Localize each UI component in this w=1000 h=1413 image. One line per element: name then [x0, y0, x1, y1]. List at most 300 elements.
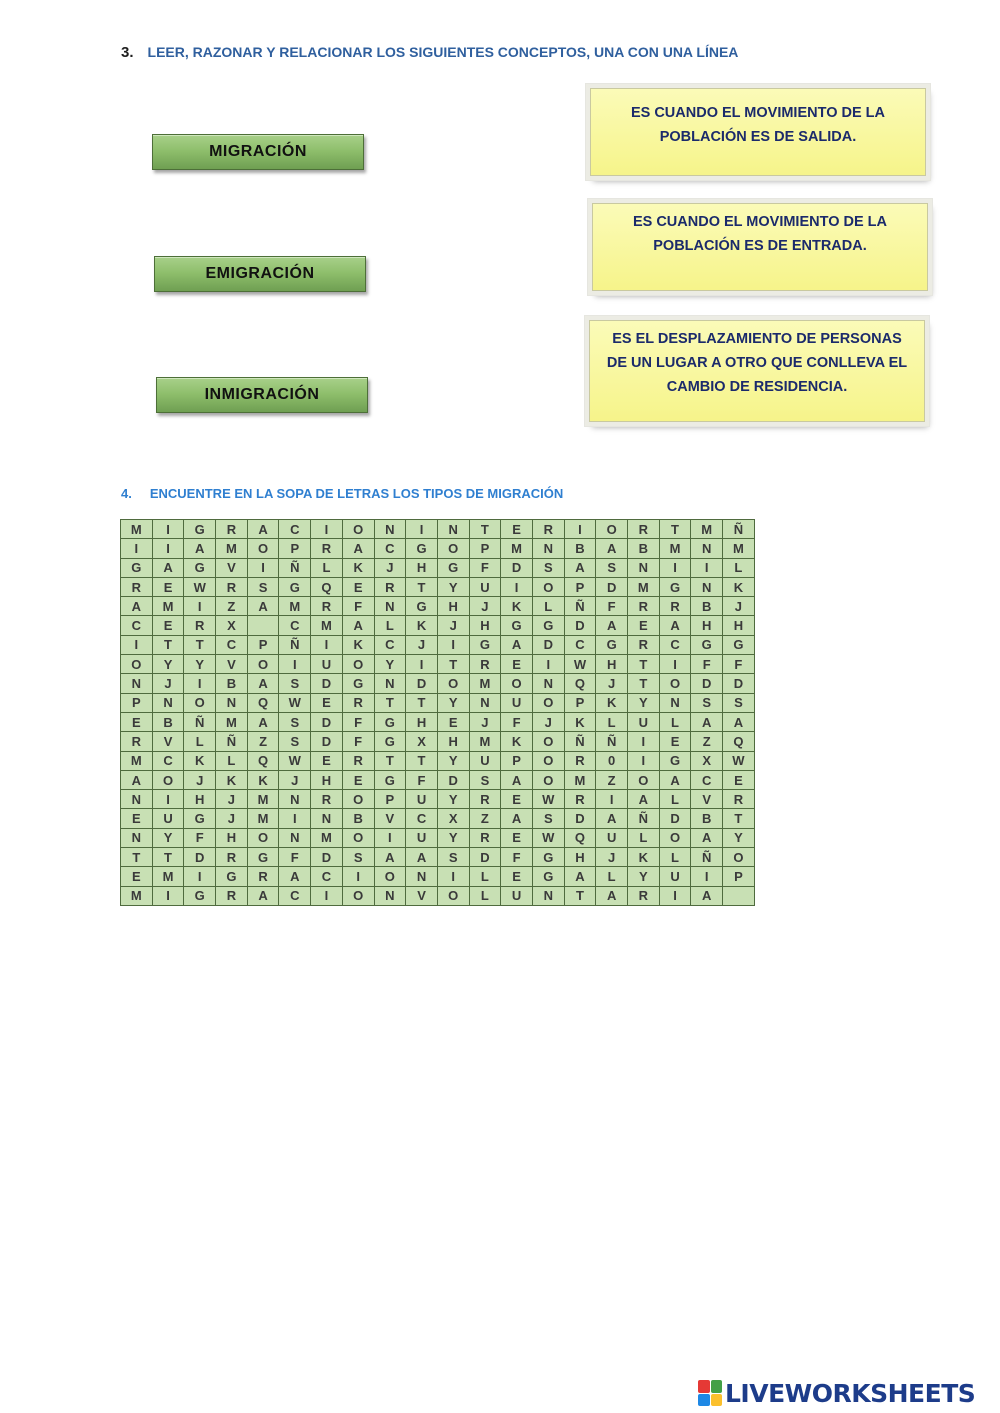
grid-cell[interactable]: A — [501, 635, 533, 654]
grid-cell[interactable]: J — [723, 597, 755, 616]
grid-cell[interactable]: I — [184, 867, 216, 886]
grid-cell[interactable]: J — [216, 809, 248, 828]
grid-cell[interactable]: U — [152, 809, 184, 828]
grid-cell[interactable]: Ñ — [184, 712, 216, 731]
grid-cell[interactable]: M — [152, 597, 184, 616]
grid-cell[interactable]: S — [691, 693, 723, 712]
grid-cell[interactable]: J — [532, 712, 564, 731]
grid-cell[interactable]: A — [342, 539, 374, 558]
grid-cell[interactable]: C — [374, 635, 406, 654]
grid-cell[interactable]: L — [184, 732, 216, 751]
grid-cell[interactable]: A — [374, 848, 406, 867]
grid-cell[interactable]: M — [469, 674, 501, 693]
grid-cell[interactable]: B — [691, 809, 723, 828]
grid-cell[interactable]: F — [469, 558, 501, 577]
grid-cell[interactable]: M — [311, 828, 343, 847]
grid-cell[interactable]: A — [564, 558, 596, 577]
grid-cell[interactable]: G — [659, 577, 691, 596]
grid-cell[interactable]: T — [406, 693, 438, 712]
grid-cell[interactable]: Q — [564, 828, 596, 847]
grid-cell[interactable]: D — [501, 558, 533, 577]
grid-cell[interactable]: N — [374, 674, 406, 693]
grid-cell[interactable]: M — [628, 577, 660, 596]
grid-cell[interactable]: C — [216, 635, 248, 654]
grid-cell[interactable]: W — [279, 693, 311, 712]
grid-cell[interactable]: C — [279, 616, 311, 635]
grid-cell[interactable]: E — [437, 712, 469, 731]
grid-cell[interactable]: T — [152, 848, 184, 867]
grid-cell[interactable]: S — [596, 558, 628, 577]
grid-cell[interactable]: A — [596, 616, 628, 635]
grid-cell[interactable]: I — [311, 886, 343, 905]
grid-cell[interactable]: G — [596, 635, 628, 654]
grid-cell[interactable]: A — [279, 867, 311, 886]
grid-cell[interactable]: K — [247, 770, 279, 789]
grid-cell[interactable]: I — [279, 655, 311, 674]
grid-cell[interactable]: L — [216, 751, 248, 770]
grid-cell[interactable]: I — [437, 867, 469, 886]
grid-cell[interactable]: A — [247, 886, 279, 905]
grid-cell[interactable]: G — [691, 635, 723, 654]
grid-cell[interactable]: O — [659, 674, 691, 693]
grid-cell[interactable]: Z — [469, 809, 501, 828]
grid-cell[interactable]: F — [596, 597, 628, 616]
grid-cell[interactable]: O — [532, 732, 564, 751]
grid-cell[interactable]: R — [121, 732, 153, 751]
grid-cell[interactable]: D — [406, 674, 438, 693]
grid-cell[interactable]: U — [469, 577, 501, 596]
grid-cell[interactable]: O — [152, 770, 184, 789]
grid-cell[interactable]: L — [374, 616, 406, 635]
grid-cell[interactable]: M — [247, 809, 279, 828]
grid-cell[interactable]: O — [532, 693, 564, 712]
grid-cell[interactable]: S — [247, 577, 279, 596]
grid-cell[interactable] — [723, 886, 755, 905]
grid-cell[interactable]: J — [152, 674, 184, 693]
grid-cell[interactable]: R — [216, 577, 248, 596]
grid-cell[interactable]: T — [152, 635, 184, 654]
grid-cell[interactable]: T — [564, 886, 596, 905]
grid-cell[interactable]: N — [121, 828, 153, 847]
grid-cell[interactable]: M — [311, 616, 343, 635]
definition-box-residencia[interactable] — [589, 320, 925, 422]
grid-cell[interactable]: K — [596, 693, 628, 712]
grid-cell[interactable]: G — [501, 616, 533, 635]
grid-cell[interactable]: G — [374, 770, 406, 789]
grid-cell[interactable]: N — [437, 520, 469, 539]
grid-cell[interactable]: H — [311, 770, 343, 789]
grid-cell[interactable]: G — [184, 558, 216, 577]
definition-box-entrada[interactable] — [592, 203, 928, 291]
grid-cell[interactable]: G — [184, 886, 216, 905]
grid-cell[interactable]: Z — [247, 732, 279, 751]
grid-cell[interactable]: R — [564, 751, 596, 770]
grid-cell[interactable]: C — [279, 520, 311, 539]
grid-cell[interactable]: D — [564, 809, 596, 828]
grid-cell[interactable]: N — [532, 886, 564, 905]
grid-cell[interactable]: A — [691, 886, 723, 905]
grid-cell[interactable]: R — [628, 635, 660, 654]
grid-cell[interactable]: A — [406, 848, 438, 867]
grid-cell[interactable]: V — [216, 655, 248, 674]
grid-cell[interactable]: O — [501, 674, 533, 693]
grid-cell[interactable]: W — [532, 828, 564, 847]
grid-cell[interactable]: S — [342, 848, 374, 867]
grid-cell[interactable]: L — [659, 790, 691, 809]
grid-cell[interactable]: O — [532, 577, 564, 596]
grid-cell[interactable]: R — [342, 751, 374, 770]
grid-cell[interactable]: U — [406, 828, 438, 847]
grid-cell[interactable]: A — [659, 770, 691, 789]
grid-cell[interactable]: Y — [437, 790, 469, 809]
grid-cell[interactable]: G — [184, 809, 216, 828]
grid-cell[interactable]: I — [311, 635, 343, 654]
grid-cell[interactable]: L — [311, 558, 343, 577]
grid-cell[interactable]: P — [279, 539, 311, 558]
grid-cell[interactable]: A — [723, 712, 755, 731]
grid-cell[interactable]: L — [659, 712, 691, 731]
grid-cell[interactable]: N — [152, 693, 184, 712]
grid-cell[interactable]: A — [247, 712, 279, 731]
grid-cell[interactable]: S — [279, 712, 311, 731]
grid-cell[interactable]: B — [564, 539, 596, 558]
grid-cell[interactable]: D — [469, 848, 501, 867]
grid-cell[interactable]: J — [596, 674, 628, 693]
grid-cell[interactable]: A — [247, 674, 279, 693]
grid-cell[interactable]: I — [152, 539, 184, 558]
grid-cell[interactable]: F — [691, 655, 723, 674]
grid-cell[interactable]: E — [311, 693, 343, 712]
grid-cell[interactable]: F — [342, 712, 374, 731]
grid-cell[interactable]: M — [723, 539, 755, 558]
grid-cell[interactable]: R — [247, 867, 279, 886]
grid-cell[interactable]: R — [311, 790, 343, 809]
grid-cell[interactable]: A — [628, 790, 660, 809]
grid-cell[interactable]: J — [374, 558, 406, 577]
term-migracion[interactable] — [152, 134, 364, 170]
grid-cell[interactable]: U — [406, 790, 438, 809]
grid-cell[interactable]: E — [723, 770, 755, 789]
grid-cell[interactable]: M — [659, 539, 691, 558]
grid-cell[interactable]: X — [437, 809, 469, 828]
grid-cell[interactable]: M — [216, 712, 248, 731]
grid-cell[interactable]: I — [184, 674, 216, 693]
grid-cell[interactable]: I — [564, 520, 596, 539]
grid-cell[interactable]: C — [374, 539, 406, 558]
grid-cell[interactable]: V — [152, 732, 184, 751]
grid-cell[interactable]: T — [437, 655, 469, 674]
grid-cell[interactable]: R — [184, 616, 216, 635]
grid-cell[interactable]: L — [596, 867, 628, 886]
grid-cell[interactable]: O — [247, 828, 279, 847]
grid-cell[interactable]: A — [596, 809, 628, 828]
grid-cell[interactable]: Q — [723, 732, 755, 751]
grid-cell[interactable]: P — [564, 577, 596, 596]
grid-cell[interactable]: G — [374, 712, 406, 731]
grid-cell[interactable]: B — [628, 539, 660, 558]
grid-cell[interactable]: M — [121, 886, 153, 905]
grid-cell[interactable]: V — [406, 886, 438, 905]
grid-cell[interactable]: N — [374, 520, 406, 539]
grid-cell[interactable]: I — [691, 867, 723, 886]
grid-cell[interactable]: J — [469, 712, 501, 731]
grid-cell[interactable]: U — [469, 751, 501, 770]
grid-cell[interactable]: P — [501, 751, 533, 770]
grid-cell[interactable]: E — [501, 520, 533, 539]
grid-cell[interactable]: K — [628, 848, 660, 867]
grid-cell[interactable]: R — [628, 597, 660, 616]
grid-cell[interactable]: R — [374, 577, 406, 596]
grid-cell[interactable]: D — [311, 732, 343, 751]
grid-cell[interactable]: G — [374, 732, 406, 751]
grid-cell[interactable]: G — [469, 635, 501, 654]
grid-cell[interactable]: S — [279, 674, 311, 693]
grid-cell[interactable]: A — [596, 539, 628, 558]
grid-cell[interactable]: A — [691, 828, 723, 847]
grid-cell[interactable]: H — [691, 616, 723, 635]
grid-cell[interactable]: O — [723, 848, 755, 867]
grid-cell[interactable]: O — [437, 539, 469, 558]
grid-cell[interactable]: O — [184, 693, 216, 712]
grid-cell[interactable]: O — [374, 867, 406, 886]
grid-cell[interactable]: M — [121, 751, 153, 770]
grid-cell[interactable]: E — [501, 655, 533, 674]
grid-cell[interactable]: A — [501, 770, 533, 789]
grid-cell[interactable]: O — [342, 520, 374, 539]
grid-cell[interactable]: W — [184, 577, 216, 596]
grid-cell[interactable]: U — [501, 886, 533, 905]
grid-cell[interactable]: V — [216, 558, 248, 577]
grid-cell[interactable]: F — [279, 848, 311, 867]
grid-cell[interactable]: A — [121, 770, 153, 789]
grid-cell[interactable]: H — [406, 558, 438, 577]
grid-cell[interactable]: O — [532, 751, 564, 770]
grid-cell[interactable]: H — [184, 790, 216, 809]
grid-cell[interactable]: D — [311, 674, 343, 693]
grid-cell[interactable]: J — [279, 770, 311, 789]
grid-cell[interactable]: G — [437, 558, 469, 577]
grid-cell[interactable]: L — [532, 597, 564, 616]
grid-cell[interactable]: K — [564, 712, 596, 731]
grid-cell[interactable]: S — [532, 809, 564, 828]
grid-cell[interactable]: I — [659, 886, 691, 905]
grid-cell[interactable]: R — [723, 790, 755, 809]
grid-cell[interactable]: 0 — [596, 751, 628, 770]
grid-cell[interactable]: O — [121, 655, 153, 674]
grid-cell[interactable]: R — [216, 848, 248, 867]
grid-cell[interactable]: I — [374, 828, 406, 847]
grid-cell[interactable]: M — [152, 867, 184, 886]
grid-cell[interactable]: V — [374, 809, 406, 828]
grid-cell[interactable]: T — [184, 635, 216, 654]
grid-cell[interactable]: E — [501, 828, 533, 847]
grid-cell[interactable]: O — [437, 886, 469, 905]
grid-cell[interactable]: G — [121, 558, 153, 577]
grid-cell[interactable]: S — [723, 693, 755, 712]
grid-cell[interactable]: D — [532, 635, 564, 654]
grid-cell[interactable]: R — [532, 520, 564, 539]
grid-cell[interactable]: A — [659, 616, 691, 635]
grid-cell[interactable]: L — [596, 712, 628, 731]
grid-cell[interactable]: G — [406, 539, 438, 558]
grid-cell[interactable]: Q — [247, 751, 279, 770]
grid-cell[interactable]: E — [121, 867, 153, 886]
grid-cell[interactable]: I — [247, 558, 279, 577]
grid-cell[interactable]: N — [469, 693, 501, 712]
grid-cell[interactable]: Y — [374, 655, 406, 674]
grid-cell[interactable]: K — [342, 635, 374, 654]
grid-cell[interactable]: D — [311, 848, 343, 867]
grid-cell[interactable]: Ñ — [628, 809, 660, 828]
grid-cell[interactable]: R — [121, 577, 153, 596]
grid-cell[interactable]: W — [723, 751, 755, 770]
grid-cell[interactable]: Y — [723, 828, 755, 847]
grid-cell[interactable]: J — [469, 597, 501, 616]
grid-cell[interactable]: N — [374, 597, 406, 616]
grid-cell[interactable]: I — [659, 655, 691, 674]
grid-cell[interactable]: I — [437, 635, 469, 654]
grid-cell[interactable]: Z — [596, 770, 628, 789]
grid-cell[interactable]: G — [216, 867, 248, 886]
grid-cell[interactable]: P — [121, 693, 153, 712]
grid-cell[interactable]: K — [406, 616, 438, 635]
grid-cell[interactable]: T — [659, 520, 691, 539]
grid-cell[interactable]: N — [691, 539, 723, 558]
grid-cell[interactable]: E — [152, 577, 184, 596]
grid-cell[interactable]: M — [121, 520, 153, 539]
grid-cell[interactable]: H — [469, 616, 501, 635]
grid-cell[interactable]: C — [691, 770, 723, 789]
grid-cell[interactable]: L — [628, 828, 660, 847]
grid-cell[interactable]: H — [216, 828, 248, 847]
grid-cell[interactable]: N — [532, 539, 564, 558]
grid-cell[interactable]: F — [501, 712, 533, 731]
grid-cell[interactable]: X — [691, 751, 723, 770]
grid-cell[interactable]: H — [596, 655, 628, 674]
grid-cell[interactable]: O — [342, 886, 374, 905]
grid-cell[interactable]: T — [374, 751, 406, 770]
definition-box-salida[interactable] — [590, 88, 926, 176]
grid-cell[interactable]: H — [437, 732, 469, 751]
grid-cell[interactable]: W — [564, 655, 596, 674]
grid-cell[interactable]: A — [501, 809, 533, 828]
grid-cell[interactable]: R — [342, 693, 374, 712]
grid-cell[interactable]: N — [216, 693, 248, 712]
grid-cell[interactable]: C — [564, 635, 596, 654]
grid-cell[interactable]: K — [184, 751, 216, 770]
grid-cell[interactable]: R — [469, 655, 501, 674]
grid-cell[interactable]: J — [406, 635, 438, 654]
grid-cell[interactable]: Ñ — [279, 635, 311, 654]
grid-cell[interactable]: R — [469, 790, 501, 809]
grid-cell[interactable]: R — [564, 790, 596, 809]
grid-cell[interactable]: P — [374, 790, 406, 809]
grid-cell[interactable]: E — [152, 616, 184, 635]
grid-cell[interactable]: O — [437, 674, 469, 693]
grid-cell[interactable]: Y — [152, 828, 184, 847]
grid-cell[interactable]: Y — [437, 828, 469, 847]
grid-cell[interactable]: I — [532, 655, 564, 674]
grid-cell[interactable]: Q — [311, 577, 343, 596]
grid-cell[interactable]: P — [723, 867, 755, 886]
term-inmigracion[interactable] — [156, 377, 368, 413]
grid-cell[interactable]: F — [501, 848, 533, 867]
grid-cell[interactable]: T — [628, 674, 660, 693]
grid-cell[interactable]: I — [628, 732, 660, 751]
grid-cell[interactable]: Ñ — [564, 597, 596, 616]
grid-cell[interactable]: R — [216, 886, 248, 905]
grid-cell[interactable]: X — [216, 616, 248, 635]
grid-cell[interactable]: F — [184, 828, 216, 847]
grid-cell[interactable]: Y — [184, 655, 216, 674]
grid-cell[interactable] — [247, 616, 279, 635]
grid-cell[interactable]: Ñ — [691, 848, 723, 867]
grid-cell[interactable]: J — [184, 770, 216, 789]
grid-cell[interactable]: O — [342, 790, 374, 809]
grid-cell[interactable]: A — [247, 520, 279, 539]
grid-cell[interactable]: T — [374, 693, 406, 712]
grid-cell[interactable]: R — [469, 828, 501, 847]
word-search-grid[interactable] — [120, 519, 755, 906]
grid-cell[interactable]: E — [121, 809, 153, 828]
grid-cell[interactable]: L — [469, 867, 501, 886]
grid-cell[interactable]: N — [311, 809, 343, 828]
grid-cell[interactable]: N — [628, 558, 660, 577]
grid-cell[interactable]: N — [121, 674, 153, 693]
grid-cell[interactable]: Ñ — [279, 558, 311, 577]
grid-cell[interactable]: R — [628, 520, 660, 539]
grid-cell[interactable]: Y — [437, 751, 469, 770]
grid-cell[interactable]: O — [342, 828, 374, 847]
grid-cell[interactable]: A — [184, 539, 216, 558]
grid-cell[interactable]: F — [723, 655, 755, 674]
grid-cell[interactable]: Y — [152, 655, 184, 674]
grid-cell[interactable]: L — [723, 558, 755, 577]
term-emigracion[interactable] — [154, 256, 366, 292]
grid-cell[interactable]: I — [628, 751, 660, 770]
grid-cell[interactable]: E — [501, 867, 533, 886]
grid-cell[interactable]: A — [691, 712, 723, 731]
grid-cell[interactable]: U — [501, 693, 533, 712]
grid-cell[interactable]: K — [501, 597, 533, 616]
grid-cell[interactable]: G — [342, 674, 374, 693]
grid-cell[interactable]: K — [723, 577, 755, 596]
grid-cell[interactable]: P — [247, 635, 279, 654]
grid-cell[interactable]: E — [501, 790, 533, 809]
grid-cell[interactable]: F — [406, 770, 438, 789]
grid-cell[interactable]: C — [279, 886, 311, 905]
grid-cell[interactable]: I — [279, 809, 311, 828]
grid-cell[interactable]: G — [723, 635, 755, 654]
grid-cell[interactable]: G — [532, 848, 564, 867]
grid-cell[interactable]: C — [152, 751, 184, 770]
grid-cell[interactable]: R — [628, 886, 660, 905]
grid-cell[interactable]: P — [564, 693, 596, 712]
grid-cell[interactable]: R — [311, 539, 343, 558]
grid-cell[interactable]: A — [564, 867, 596, 886]
grid-cell[interactable]: R — [659, 597, 691, 616]
grid-cell[interactable]: T — [406, 751, 438, 770]
grid-cell[interactable]: Z — [216, 597, 248, 616]
grid-cell[interactable]: R — [216, 520, 248, 539]
grid-cell[interactable]: W — [532, 790, 564, 809]
grid-cell[interactable]: D — [184, 848, 216, 867]
grid-cell[interactable]: O — [628, 770, 660, 789]
grid-cell[interactable]: S — [437, 848, 469, 867]
grid-cell[interactable]: D — [311, 712, 343, 731]
grid-cell[interactable]: B — [691, 597, 723, 616]
grid-cell[interactable]: A — [121, 597, 153, 616]
